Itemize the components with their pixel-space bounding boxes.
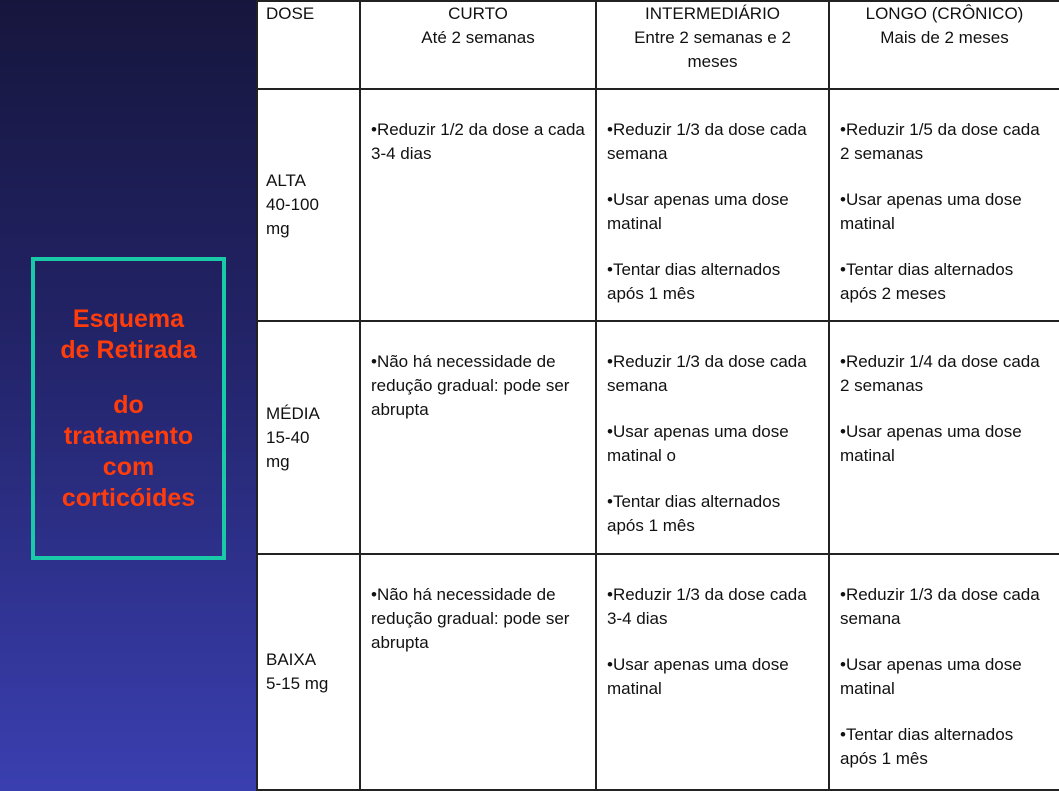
header-intermediario: INTERMEDIÁRIO Entre 2 semanas e 2 meses [596, 1, 829, 89]
title-line-3: do [113, 390, 144, 419]
table-row-alta [257, 89, 1059, 321]
title-line-1: Esquema [72, 304, 185, 333]
cell-longo: •Reduzir 1/3 da dose cada semana •Usar apenas uma dose matinal •Tentar dias alternados após 1 mês [829, 554, 1059, 790]
title-line-2: de Retirada [60, 335, 197, 364]
header-curto: CURTO Até 2 semanas [360, 1, 596, 89]
cell-longo: •Reduzir 1/5 da dose cada 2 semanas •Usar apenas uma dose matinal •Tentar dias alternados após 2 meses [829, 89, 1059, 321]
dose-cell: ALTA 40-100 mg [257, 89, 360, 321]
header-dose: DOSE [257, 1, 360, 89]
title-line-6: corticóides [61, 483, 196, 512]
dose-cell: BAIXA 5-15 mg [257, 554, 360, 790]
dose-cell: MÉDIA 15-40 mg [257, 321, 360, 554]
withdrawal-schedule-table [256, 0, 1059, 791]
table-row-media [257, 321, 1059, 554]
title-line-4: tratamento [63, 421, 194, 450]
table-header-row [257, 1, 1059, 89]
cell-intermediario: •Reduzir 1/3 da dose cada 3-4 dias •Usar apenas uma dose matinal [596, 554, 829, 790]
cell-curto: •Reduzir 1/2 da dose a cada 3-4 dias [360, 89, 596, 321]
cell-intermediario: •Reduzir 1/3 da dose cada semana •Usar apenas uma dose matinal •Tentar dias alternados após 1 mês [596, 89, 829, 321]
cell-longo: •Reduzir 1/4 da dose cada 2 semanas •Usar apenas uma dose matinal [829, 321, 1059, 554]
table-row-baixa [257, 554, 1059, 790]
title-line-5: com [102, 452, 155, 481]
cell-curto: •Não há necessidade de redução gradual: pode ser abrupta [360, 554, 596, 790]
slide-title-box [31, 257, 226, 560]
cell-curto: •Não há necessidade de redução gradual: pode ser abrupta [360, 321, 596, 554]
header-longo: LONGO (CRÔNICO) Mais de 2 meses [829, 1, 1059, 89]
cell-intermediario: •Reduzir 1/3 da dose cada semana •Usar apenas uma dose matinal o •Tentar dias alternados após 1 mês [596, 321, 829, 554]
